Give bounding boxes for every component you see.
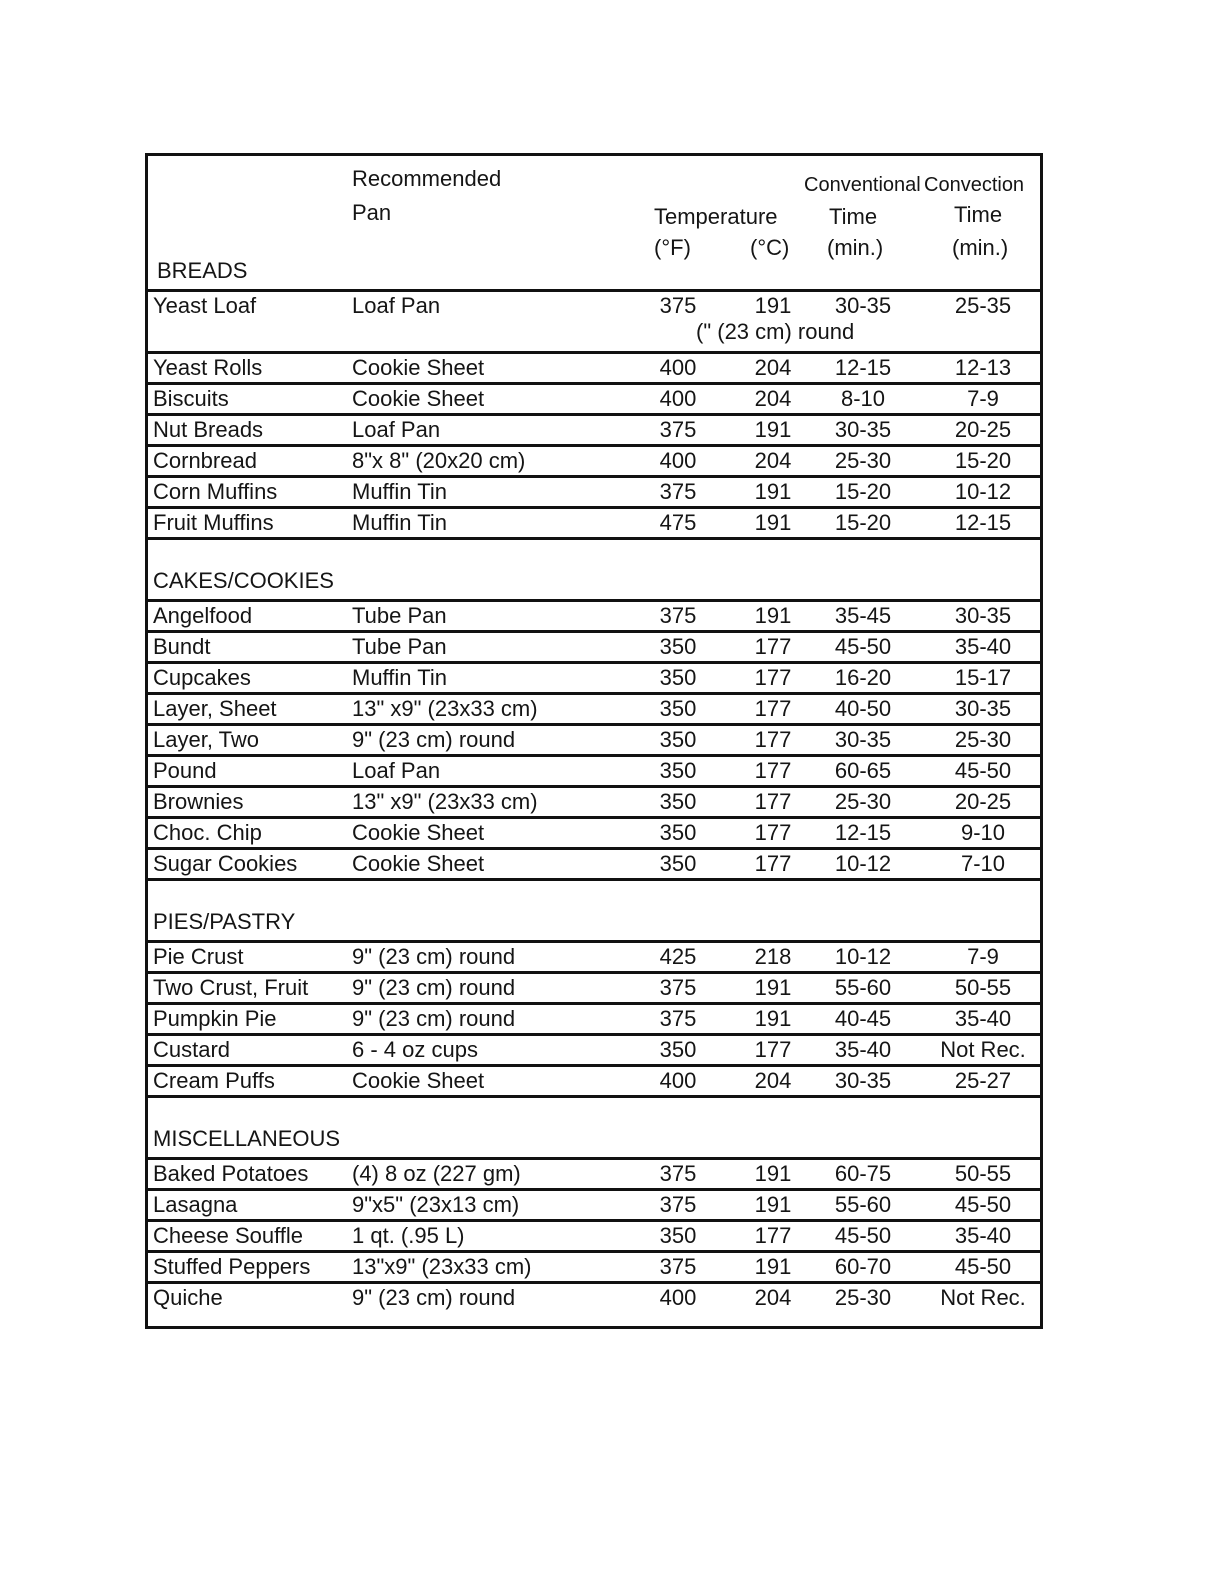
temperature-f: 350	[659, 1223, 697, 1248]
temperature-c: 204	[754, 386, 792, 411]
temperature-f: 400	[659, 1068, 697, 1093]
temperature-f: 350	[659, 696, 697, 721]
table-row	[148, 1005, 1040, 1036]
section-title: BREADS	[157, 258, 248, 283]
table-row	[148, 602, 1040, 633]
recommended-pan: 9" (23 cm) round	[352, 1006, 516, 1031]
item-name: Quiche	[153, 1285, 223, 1310]
temperature-c: 191	[754, 510, 792, 535]
convection-time: 45-50	[954, 1192, 1012, 1217]
temperature-c: 177	[754, 634, 792, 659]
convection-time: 50-55	[954, 975, 1012, 1000]
recommended-pan: 9" (23 cm) round	[352, 727, 516, 752]
conventional-time: 12-15	[834, 355, 892, 380]
recommended-pan: 9" (23 cm) round	[352, 944, 516, 969]
convection-time: 30-35	[954, 603, 1012, 628]
temperature-c: 191	[754, 1006, 792, 1031]
item-name: Lasagna	[153, 1192, 238, 1217]
conventional-time: 30-35	[834, 1068, 892, 1093]
header-deg-c: (°C)	[750, 235, 790, 260]
table-row	[148, 1222, 1040, 1253]
item-name: Cream Puffs	[153, 1068, 275, 1093]
temperature-f: 400	[659, 386, 697, 411]
temperature-c: 204	[754, 355, 792, 380]
conventional-time: 60-75	[834, 1161, 892, 1186]
section-header-band	[148, 156, 1040, 292]
recommended-pan: Loaf Pan	[352, 758, 441, 783]
recommended-pan: Cookie Sheet	[352, 851, 485, 876]
temperature-c: 204	[754, 1068, 792, 1093]
convection-time: 9-10	[960, 820, 1006, 845]
table-row	[148, 1284, 1040, 1315]
conventional-time: 45-50	[834, 1223, 892, 1248]
temperature-c: 191	[754, 1161, 792, 1186]
convection-time: 15-17	[954, 665, 1012, 690]
temperature-f: 375	[659, 293, 697, 318]
temperature-c: 204	[754, 448, 792, 473]
baking-chart-table	[145, 153, 1043, 1329]
item-name: Cupcakes	[153, 665, 251, 690]
item-name: Fruit Muffins	[153, 510, 274, 535]
temperature-c: 177	[754, 851, 792, 876]
item-name: Cornbread	[153, 448, 257, 473]
temperature-c: 177	[754, 789, 792, 814]
row-note: (" (23 cm) round	[696, 319, 855, 344]
item-name: Corn Muffins	[153, 479, 278, 504]
item-name: Layer, Sheet	[153, 696, 277, 721]
convection-time: 25-35	[954, 293, 1012, 318]
temperature-f: 375	[659, 1192, 697, 1217]
temperature-c: 177	[754, 696, 792, 721]
convection-time: 45-50	[954, 758, 1012, 783]
header-conventional: Conventional	[804, 174, 921, 196]
temperature-c: 177	[754, 758, 792, 783]
recommended-pan: (4) 8 oz (227 gm)	[352, 1161, 521, 1186]
section-header-band	[148, 881, 1040, 943]
section-title: PIES/PASTRY	[153, 909, 296, 934]
recommended-pan: Cookie Sheet	[352, 386, 485, 411]
item-name: Brownies	[153, 789, 244, 814]
conventional-time: 60-70	[834, 1254, 892, 1279]
conventional-time: 35-45	[834, 603, 892, 628]
item-name: Sugar Cookies	[153, 851, 298, 876]
item-name: Nut Breads	[153, 417, 264, 442]
item-name: Two Crust, Fruit	[153, 975, 309, 1000]
conventional-time: 25-30	[834, 789, 892, 814]
recommended-pan: Muffin Tin	[352, 510, 447, 535]
recommended-pan: 9" (23 cm) round	[352, 1285, 516, 1310]
temperature-f: 350	[659, 634, 697, 659]
convection-time: 15-20	[954, 448, 1012, 473]
convection-time: 35-40	[954, 634, 1012, 659]
header-temperature: Temperature	[654, 204, 778, 229]
temperature-c: 177	[754, 1223, 792, 1248]
convection-time: Not Rec.	[940, 1285, 1026, 1310]
temperature-f: 350	[659, 665, 697, 690]
convection-time: 20-25	[954, 417, 1012, 442]
convection-time: 35-40	[954, 1223, 1012, 1248]
table-row	[148, 1067, 1040, 1098]
recommended-pan: 13"x9" (23x33 cm)	[352, 1254, 532, 1279]
section-title: CAKES/COOKIES	[153, 568, 334, 593]
conventional-time: 30-35	[834, 417, 892, 442]
item-name: Yeast Rolls	[153, 355, 263, 380]
conventional-time: 16-20	[834, 665, 892, 690]
conventional-time: 10-12	[834, 851, 892, 876]
recommended-pan: Tube Pan	[352, 634, 447, 659]
conventional-time: 25-30	[834, 1285, 892, 1310]
temperature-c: 191	[754, 1192, 792, 1217]
temperature-f: 375	[659, 1161, 697, 1186]
recommended-pan: Tube Pan	[352, 603, 447, 628]
header-convection: Convection	[924, 174, 1025, 196]
recommended-pan: 13" x9" (23x33 cm)	[352, 789, 538, 814]
temperature-c: 191	[754, 479, 792, 504]
header-deg-f: (°F)	[654, 235, 691, 260]
conventional-time: 10-12	[834, 944, 892, 969]
convection-time: 7-9	[967, 386, 999, 411]
table-row	[148, 633, 1040, 664]
item-name: Pound	[153, 758, 217, 783]
table-row	[148, 416, 1040, 447]
temperature-f: 425	[659, 944, 697, 969]
recommended-pan: 9"x5" (23x13 cm)	[352, 1192, 520, 1217]
recommended-pan: Cookie Sheet	[352, 820, 485, 845]
table-row	[148, 943, 1040, 974]
temperature-f: 400	[659, 355, 697, 380]
conventional-time: 45-50	[834, 634, 892, 659]
conventional-time: 12-15	[834, 820, 892, 845]
item-name: Stuffed Peppers	[153, 1254, 311, 1279]
convection-time: 7-10	[960, 851, 1006, 876]
temperature-f: 375	[659, 1006, 697, 1031]
table-row	[148, 354, 1040, 385]
convection-time: 50-55	[954, 1161, 1012, 1186]
table-row	[148, 1253, 1040, 1284]
table-row	[148, 974, 1040, 1005]
temperature-f: 350	[659, 727, 697, 752]
convection-time: 7-9	[967, 944, 999, 969]
temperature-f: 475	[659, 510, 697, 535]
recommended-pan: 1 qt. (.95 L)	[352, 1223, 465, 1248]
temperature-c: 191	[754, 975, 792, 1000]
table-row	[148, 757, 1040, 788]
item-name: Biscuits	[153, 386, 229, 411]
temperature-f: 375	[659, 603, 697, 628]
conventional-time: 8-10	[840, 386, 886, 411]
conventional-time: 30-35	[834, 293, 892, 318]
table-row	[148, 478, 1040, 509]
conventional-time: 15-20	[834, 510, 892, 535]
conventional-time: 55-60	[834, 1192, 892, 1217]
item-name: Choc. Chip	[153, 820, 262, 845]
recommended-pan: Cookie Sheet	[352, 355, 485, 380]
temperature-c: 204	[754, 1285, 792, 1310]
temperature-c: 177	[754, 820, 792, 845]
temperature-f: 400	[659, 1285, 697, 1310]
recommended-pan: 9" (23 cm) round	[352, 975, 516, 1000]
conventional-time: 40-45	[834, 1006, 892, 1031]
convection-time: 12-15	[954, 510, 1012, 535]
item-name: Yeast Loaf	[153, 293, 257, 318]
recommended-pan: Muffin Tin	[352, 479, 447, 504]
recommended-pan: 6 - 4 oz cups	[352, 1037, 478, 1062]
recommended-pan: Muffin Tin	[352, 665, 447, 690]
recommended-pan: Loaf Pan	[352, 293, 441, 318]
table-row	[148, 1191, 1040, 1222]
section-header-band	[148, 1098, 1040, 1160]
section-title: MISCELLANEOUS	[153, 1126, 341, 1151]
convection-time: 10-12	[954, 479, 1012, 504]
table-row	[148, 726, 1040, 757]
temperature-f: 400	[659, 448, 697, 473]
header-conventional-time: Time	[829, 204, 878, 229]
header-recommended: Recommended	[352, 166, 502, 191]
temperature-c: 191	[754, 417, 792, 442]
conventional-time: 15-20	[834, 479, 892, 504]
temperature-f: 350	[659, 820, 697, 845]
header-convection-min: (min.)	[952, 235, 1009, 260]
table-row	[148, 447, 1040, 478]
convection-time: 30-35	[954, 696, 1012, 721]
temperature-f: 350	[659, 1037, 697, 1062]
conventional-time: 40-50	[834, 696, 892, 721]
convection-time: 20-25	[954, 789, 1012, 814]
section-header-band	[148, 540, 1040, 602]
temperature-c: 177	[754, 1037, 792, 1062]
temperature-f: 375	[659, 479, 697, 504]
recommended-pan: 8"x 8" (20x20 cm)	[352, 448, 526, 473]
table-row	[148, 695, 1040, 726]
header-conventional-min: (min.)	[827, 235, 884, 260]
item-name: Angelfood	[153, 603, 253, 628]
conventional-time: 25-30	[834, 448, 892, 473]
header-convection-time: Time	[954, 202, 1003, 227]
temperature-f: 350	[659, 851, 697, 876]
recommended-pan: 13" x9" (23x33 cm)	[352, 696, 538, 721]
temperature-c: 177	[754, 665, 792, 690]
temperature-c: 177	[754, 727, 792, 752]
conventional-time: 60-65	[834, 758, 892, 783]
table-row	[148, 819, 1040, 850]
temperature-f: 375	[659, 1254, 697, 1279]
temperature-c: 191	[754, 293, 792, 318]
convection-time: 12-13	[954, 355, 1012, 380]
item-name: Baked Potatoes	[153, 1161, 309, 1186]
convection-time: 25-27	[954, 1068, 1012, 1093]
conventional-time: 35-40	[834, 1037, 892, 1062]
recommended-pan: Loaf Pan	[352, 417, 441, 442]
temperature-c: 191	[754, 603, 792, 628]
convection-time: Not Rec.	[940, 1037, 1026, 1062]
item-name: Bundt	[153, 634, 211, 659]
table-row	[148, 385, 1040, 416]
convection-time: 45-50	[954, 1254, 1012, 1279]
table-row	[148, 509, 1040, 540]
item-name: Cheese Souffle	[153, 1223, 304, 1248]
temperature-c: 218	[754, 944, 792, 969]
table-row	[148, 788, 1040, 819]
item-name: Pie Crust	[153, 944, 244, 969]
convection-time: 25-30	[954, 727, 1012, 752]
temperature-f: 375	[659, 975, 697, 1000]
temperature-f: 350	[659, 789, 697, 814]
convection-time: 35-40	[954, 1006, 1012, 1031]
table-row	[148, 1036, 1040, 1067]
recommended-pan: Cookie Sheet	[352, 1068, 485, 1093]
table-row	[148, 1160, 1040, 1191]
temperature-c: 191	[754, 1254, 792, 1279]
header-pan: Pan	[352, 200, 392, 225]
item-name: Pumpkin Pie	[153, 1006, 277, 1031]
table-row	[148, 850, 1040, 881]
item-name: Layer, Two	[153, 727, 259, 752]
conventional-time: 55-60	[834, 975, 892, 1000]
table-row	[148, 292, 1040, 354]
item-name: Custard	[153, 1037, 231, 1062]
table-row	[148, 664, 1040, 695]
temperature-f: 350	[659, 758, 697, 783]
temperature-f: 375	[659, 417, 697, 442]
conventional-time: 30-35	[834, 727, 892, 752]
